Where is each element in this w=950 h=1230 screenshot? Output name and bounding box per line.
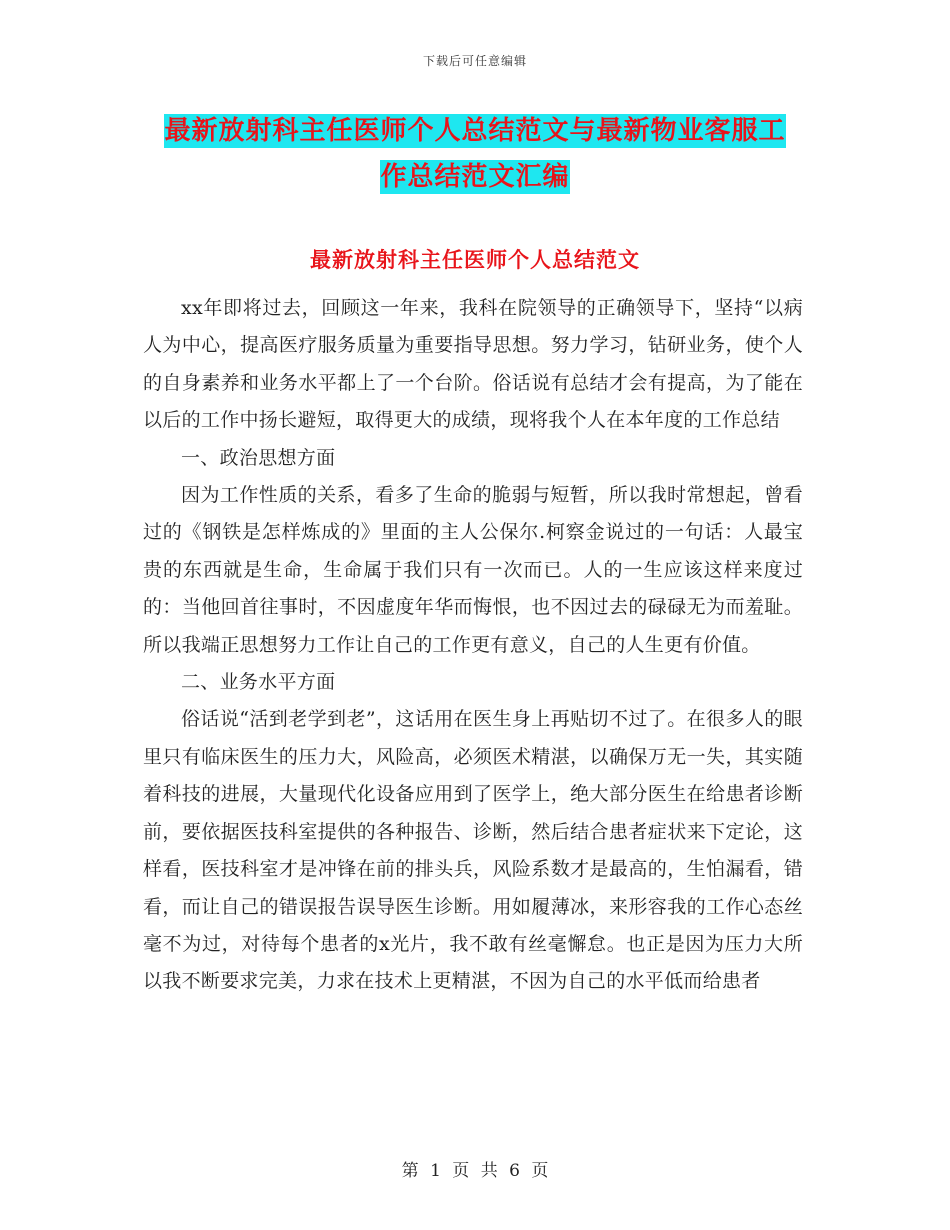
- header-note: 下载后可任意编辑: [422, 54, 527, 68]
- heading-professional: 二、业务水平方面: [181, 671, 336, 694]
- section-title: 最新放射科主任医师个人总结范文: [310, 248, 640, 272]
- document-title: [140, 108, 810, 200]
- page-number: 第 1 页 共 6 页: [401, 1161, 549, 1181]
- paragraph-intro: xx年即将过去，回顾这一年来，我科在院领导的正确领导下，坚持“以病人为中心，提高医疗服务质量为重要指导思想。努力学习，钻研业务，使个人的自身素养和业务水平都上了一个台阶。俗话说有总结才会有提高，为了能在以后的工作中扬长避短，取得更大的成绩，现将我个人在本年度的工作总结: [143, 297, 803, 432]
- paragraph-professional: 俗话说“活到老学到老”，这话用在医生身上再贴切不过了。在很多人的眼里只有临床医生的压力大，风险高，必须医术精湛，以确保万无一失，其实随着科技的进展，大量现代化设备应用到了医学上，绝大部分医生在给患者诊断前，要依据医技科室提供的各种报告、诊断，然后结合患者症状来下定论，这样看，医技科室才是冲锋在前的排头兵，风险系数才是最高的，生怕漏看，错看，而让自己的错误报告误导医生诊断。用如履薄冰，来形容我的工作心态丝毫不为过，对待每个患者的x光片，我不敢有丝毫懈怠。也正是因为压力大所以我不断要求完美，力求在技术上更精湛，不因为自己的水平低而给患者: [143, 708, 803, 993]
- document-body: [143, 290, 803, 1001]
- document-title-line-1: 最新放射科主任医师个人总结范文与最新物业客服工: [164, 116, 786, 146]
- document-title-line-2: 作总结范文汇编: [380, 162, 570, 192]
- paragraph-political: 因为工作性质的关系，看多了生命的脆弱与短暂，所以我时常想起，曾看过的《钢铁是怎样炼成的》里面的主人公保尔.柯察金说过的一句话：人最宝贵的东西就是生命，生命属于我们只有一次而已。人的一生应该这样来度过的：当他回首往事时，不因虚度年华而悔恨，也不因过去的碌碌无为而羞耻。所以我端正思想努力工作让自己的工作更有意义，自己的人生更有价值。: [143, 484, 803, 656]
- heading-political: 一、政治思想方面: [181, 446, 336, 469]
